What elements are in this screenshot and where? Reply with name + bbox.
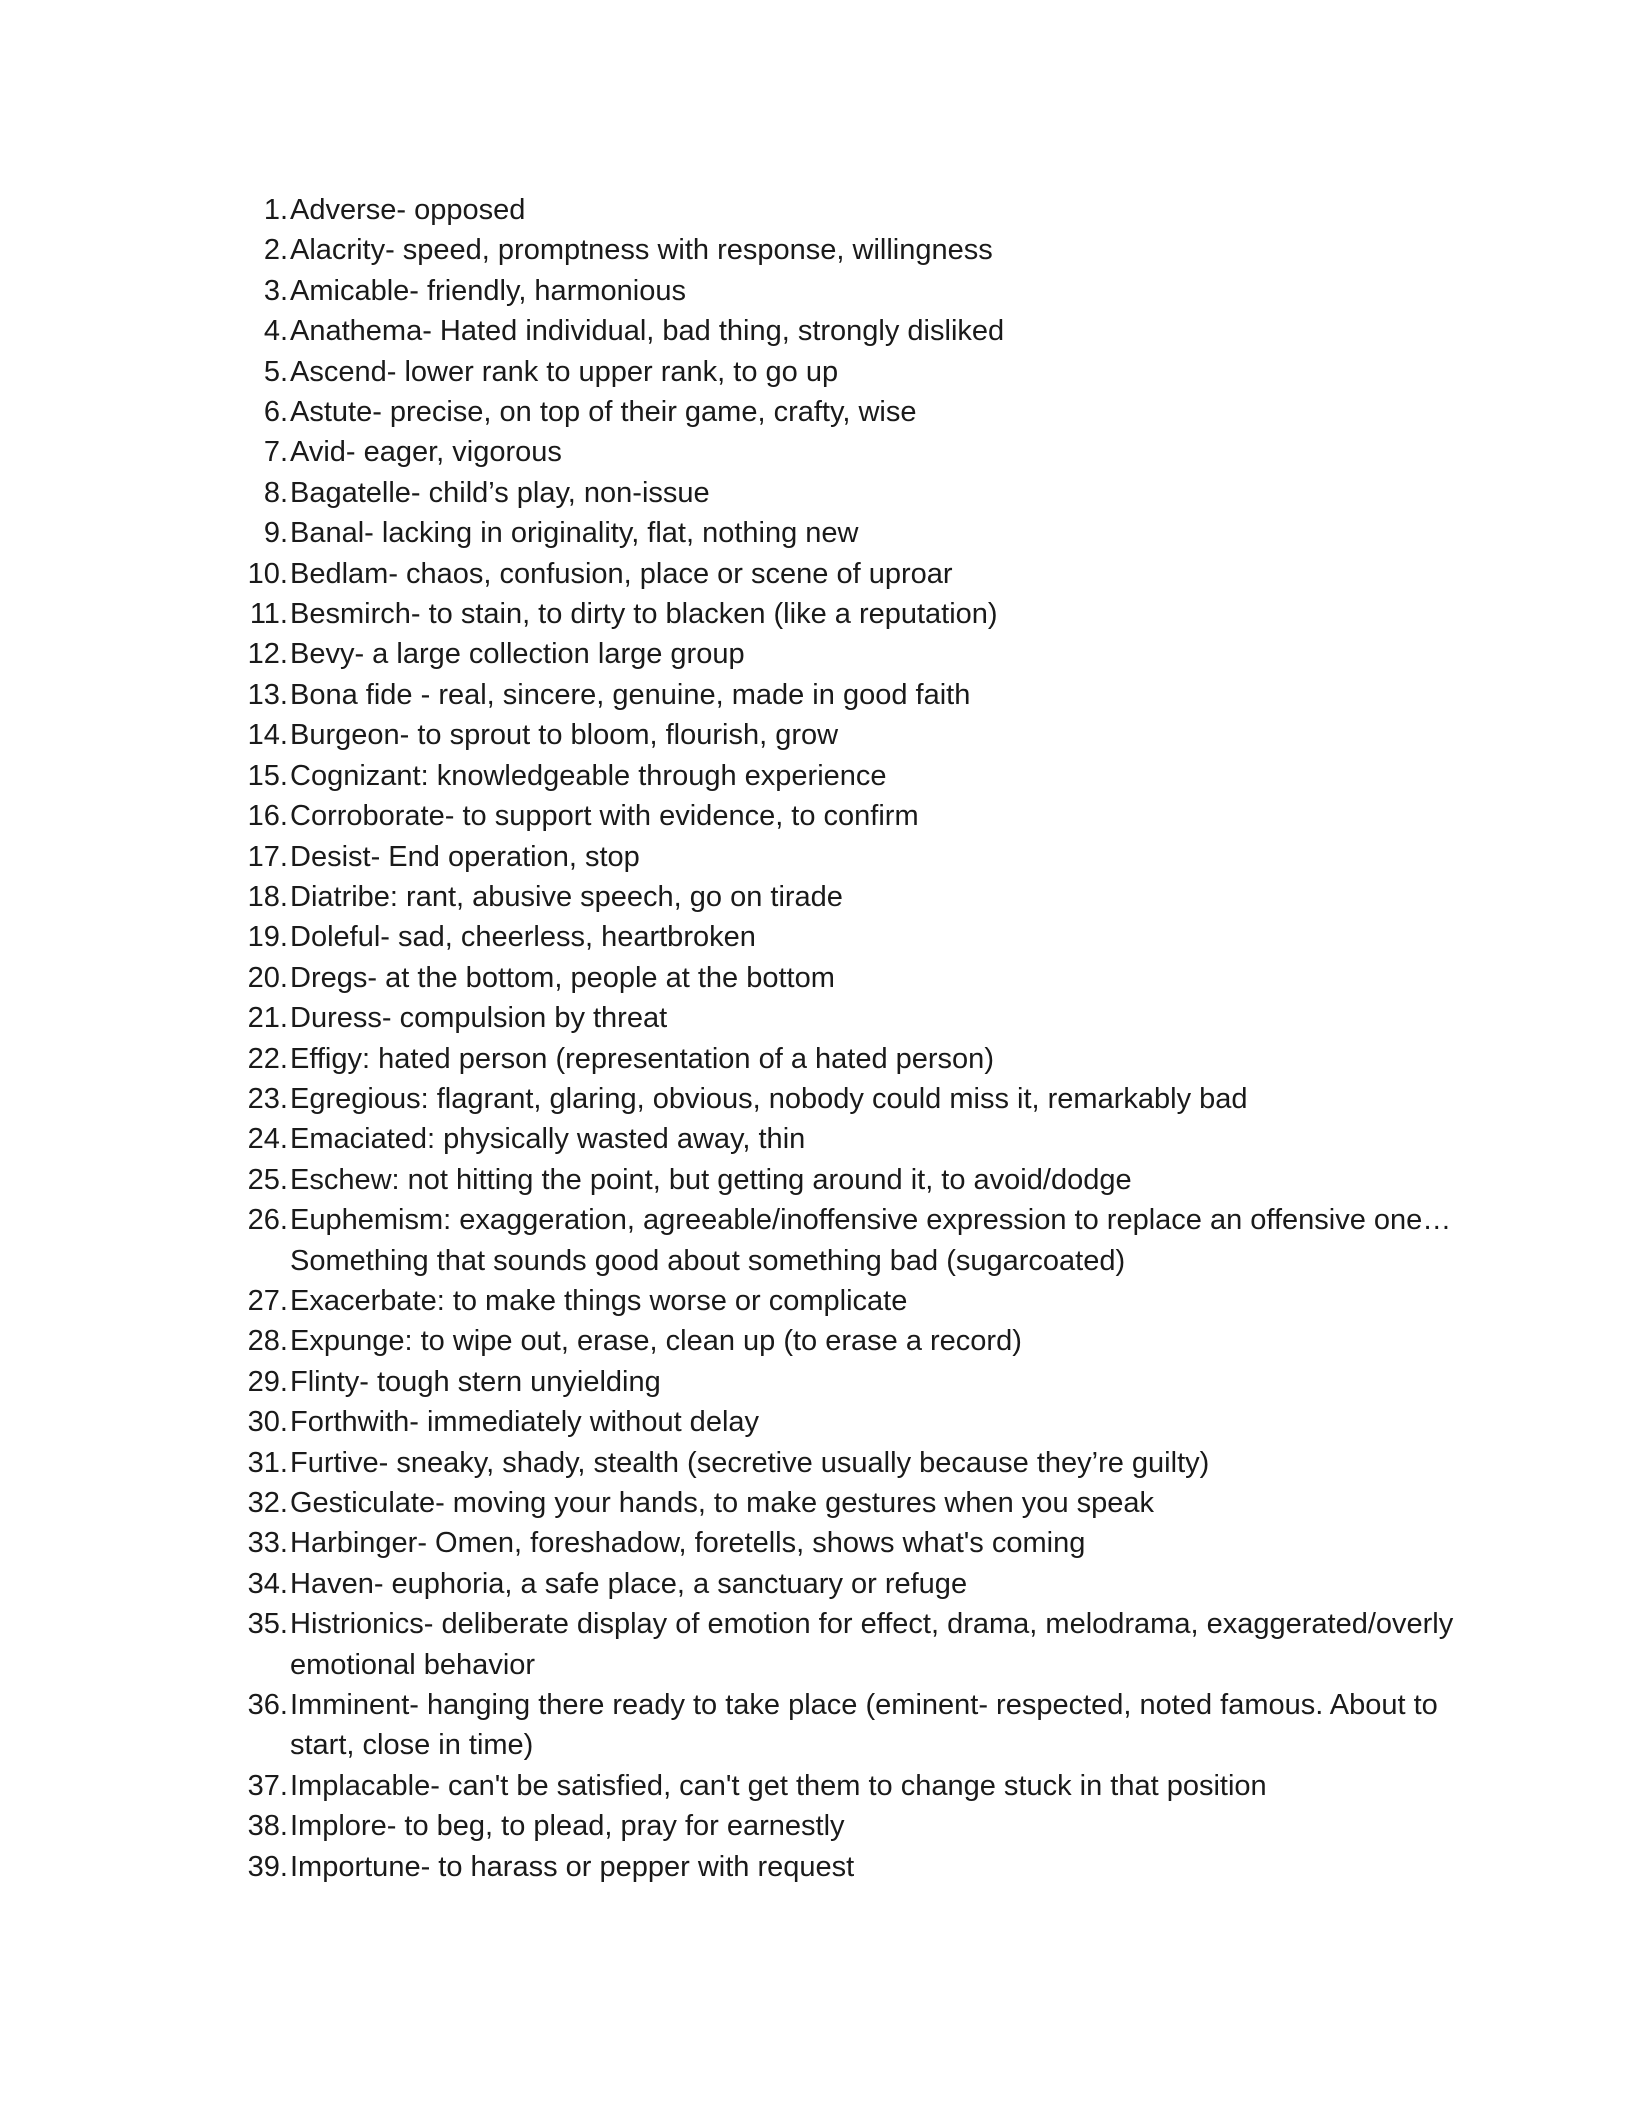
list-item <box>240 796 1470 836</box>
item-text: Bona fide - real, sincere, genuine, made in good faith <box>290 678 971 711</box>
list-item <box>240 1281 1470 1321</box>
item-text: Banal- lacking in originality, flat, nothing new <box>290 517 859 550</box>
list-item <box>240 1402 1470 1442</box>
item-text: Egregious: flagrant, glaring, obvious, nobody could miss it, remarkably bad <box>290 1082 1248 1115</box>
item-number: 30. <box>247 1406 288 1439</box>
list-item <box>240 1806 1470 1846</box>
item-number: 26. <box>247 1204 288 1237</box>
item-text: Diatribe: rant, abusive speech, go on tirade <box>290 880 843 913</box>
item-text: Importune- to harass or pepper with request <box>290 1850 855 1883</box>
item-text: Gesticulate- moving your hands, to make gestures when you speak <box>290 1487 1155 1519</box>
list-item <box>240 1483 1470 1523</box>
item-number: 32. <box>247 1487 288 1519</box>
item-number: 2. <box>263 234 288 267</box>
list-item <box>240 837 1470 877</box>
item-number: 14. <box>247 719 288 752</box>
list-item <box>240 190 1470 230</box>
item-text: Anathema- Hated individual, bad thing, strongly disliked <box>290 315 1005 348</box>
list-item <box>240 392 1470 432</box>
list-item <box>240 311 1470 351</box>
list-item <box>240 554 1470 594</box>
item-text: Avid- eager, vigorous <box>290 436 562 469</box>
item-text: Haven- euphoria, a safe place, a sanctuary or refuge <box>290 1567 968 1600</box>
list-item <box>240 998 1470 1038</box>
list-item <box>240 917 1470 957</box>
item-number: 11. <box>249 598 288 631</box>
item-text: Cognizant: knowledgeable through experience <box>290 759 887 792</box>
item-text: Expunge: to wipe out, erase, clean up (to erase a record) <box>290 1325 1022 1358</box>
list-item <box>240 1564 1470 1604</box>
item-number: 27. <box>247 1284 288 1317</box>
item-number: 3. <box>263 274 288 307</box>
item-number: 1. <box>263 194 288 226</box>
item-text: Amicable- friendly, harmonious <box>290 274 686 307</box>
item-text: Bedlam- chaos, confusion, place or scene of uproar <box>290 557 953 590</box>
list-item <box>240 634 1470 674</box>
item-number: 21. <box>247 1002 288 1035</box>
item-text: Duress- compulsion by threat <box>290 1002 668 1035</box>
list-item <box>240 1039 1470 1079</box>
list-item <box>240 1200 1470 1281</box>
item-text: Astute- precise, on top of their game, crafty, wise <box>290 396 917 429</box>
item-number: 8. <box>263 476 288 509</box>
item-text: Doleful- sad, cheerless, heartbroken <box>290 921 756 954</box>
list-item <box>240 1079 1470 1119</box>
list-item <box>240 1443 1470 1483</box>
list-item <box>240 352 1470 392</box>
item-number: 19. <box>247 921 288 954</box>
item-text: Besmirch- to stain, to dirty to blacken (like a reputation) <box>290 598 998 631</box>
list-item <box>240 473 1470 513</box>
item-text: Effigy: hated person (representation of a hated person) <box>290 1042 994 1075</box>
item-number: 29. <box>247 1365 288 1398</box>
item-text: Furtive- sneaky, shady, stealth (secretive usually because they’re guilty) <box>290 1446 1210 1479</box>
item-text: Burgeon- to sprout to bloom, flourish, grow <box>290 719 839 752</box>
list-item <box>240 1160 1470 1200</box>
item-text: Bevy- a large collection large group <box>290 638 745 671</box>
item-text: Harbinger- Omen, foreshadow, foretells, shows what's coming <box>290 1527 1086 1560</box>
item-text: Adverse- opposed <box>290 194 526 226</box>
item-text: Implacable- can't be satisfied, can't get them to change stuck in that position <box>290 1769 1267 1802</box>
item-text: Dregs- at the bottom, people at the bottom <box>290 961 835 994</box>
item-number: 20. <box>247 961 288 994</box>
item-text: Forthwith- immediately without delay <box>290 1406 760 1439</box>
list-item <box>240 1685 1470 1766</box>
list-item <box>240 594 1470 634</box>
item-number: 37. <box>247 1769 288 1802</box>
item-text: Desist- End operation, stop <box>290 840 640 873</box>
item-number: 9. <box>263 517 288 550</box>
list-item <box>240 675 1470 715</box>
list-item <box>240 877 1470 917</box>
list-item <box>240 1119 1470 1159</box>
list-item <box>240 958 1470 998</box>
item-number: 6. <box>263 396 288 429</box>
list-item <box>240 1766 1470 1806</box>
item-text: Bagatelle- child’s play, non-issue <box>290 476 710 509</box>
item-text: Flinty- tough stern unyielding <box>290 1365 661 1398</box>
list-item <box>240 432 1470 472</box>
item-number: 31. <box>247 1446 288 1479</box>
item-number: 23. <box>247 1082 288 1115</box>
item-number: 15. <box>247 759 288 792</box>
item-number: 35. <box>247 1608 288 1641</box>
item-number: 33. <box>247 1527 288 1560</box>
item-number: 17. <box>247 840 288 873</box>
item-number: 36. <box>247 1689 288 1722</box>
item-number: 4. <box>263 315 288 348</box>
list-item <box>240 1321 1470 1361</box>
list-item <box>240 1362 1470 1402</box>
item-number: 7. <box>263 436 288 469</box>
item-number: 24. <box>247 1123 288 1156</box>
list-item <box>240 1847 1470 1887</box>
list-item <box>240 1523 1470 1563</box>
item-number: 22. <box>247 1042 288 1075</box>
item-number: 38. <box>247 1810 288 1843</box>
list-item <box>240 756 1470 796</box>
item-text: Corroborate- to support with evidence, to confirm <box>290 800 919 833</box>
item-text: Exacerbate: to make things worse or complicate <box>290 1284 908 1317</box>
item-text: Imminent- hanging there ready to take place (eminent- respected, noted famous. About to start, close in time) <box>290 1689 1438 1762</box>
item-text: Eschew: not hitting the point, but getting around it, to avoid/dodge <box>290 1163 1132 1196</box>
item-number: 25. <box>247 1163 288 1196</box>
item-text: Alacrity- speed, promptness with response, willingness <box>290 234 993 267</box>
item-number: 39. <box>247 1850 288 1883</box>
item-number: 10. <box>247 557 288 590</box>
item-number: 28. <box>247 1325 288 1358</box>
item-text: Emaciated: physically wasted away, thin <box>290 1123 806 1156</box>
item-number: 16. <box>247 800 288 833</box>
list-item <box>240 230 1470 270</box>
item-text: Implore- to beg, to plead, pray for earnestly <box>290 1810 845 1843</box>
list-item <box>240 271 1470 311</box>
vocabulary-list <box>240 190 1470 1887</box>
item-text: Histrionics- deliberate display of emotion for effect, drama, melodrama, exaggerated/overly emotional behavior <box>290 1608 1454 1681</box>
item-number: 34. <box>247 1567 288 1600</box>
item-number: 13. <box>247 678 288 711</box>
item-text: Ascend- lower rank to upper rank, to go up <box>290 355 839 388</box>
item-number: 18. <box>247 880 288 913</box>
list-item <box>240 513 1470 553</box>
item-number: 5. <box>263 355 288 388</box>
list-item <box>240 1604 1470 1685</box>
item-number: 12. <box>247 638 288 671</box>
item-text: Euphemism: exaggeration, agreeable/inoffensive expression to replace an offensive one… Something that sounds good about something bad (sugarcoated) <box>290 1204 1452 1277</box>
list-item <box>240 715 1470 755</box>
